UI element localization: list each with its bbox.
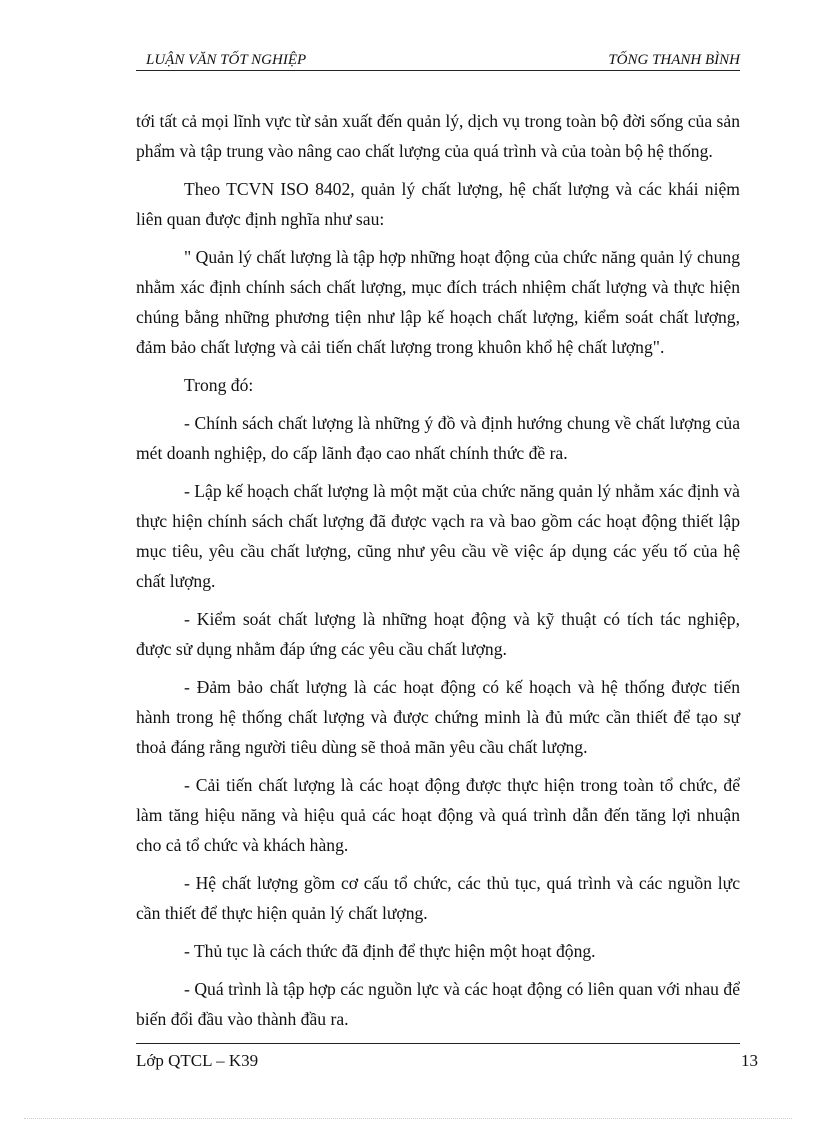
page-footer: [136, 1051, 758, 1075]
header-author-name: TỐNG THANH BÌNH: [608, 52, 740, 68]
list-item: - Hệ chất lượng gồm cơ cấu tổ chức, các thủ tục, quá trình và các nguồn lực cần thiết để thực hiện quản lý chất lượng.: [136, 873, 740, 923]
paragraph: tới tất cả mọi lĩnh vực từ sản xuất đến quản lý, dịch vụ trong toàn bộ đời sống của sản phẩm và tập trung vào nâng cao chất lượng của quá trình và của toàn bộ hệ thống.: [136, 111, 740, 161]
footer-divider: [136, 1043, 740, 1044]
page-number: 13: [741, 1051, 758, 1070]
list-item: - Thủ tục là cách thức đã định để thực hiện một hoạt động.: [184, 941, 596, 961]
list-item: - Lập kế hoạch chất lượng là một mặt của chức năng quản lý nhằm xác định và thực hiện chính sách chất lượng đã được vạch ra và bao gồm các hoạt động thiết lập mục tiêu, yêu cầu chất lượng, cũng như yêu cầu về việc áp dụng các yếu tố của hệ chất lượng.: [136, 481, 740, 591]
page-bottom-border: [24, 1118, 792, 1119]
paragraph: Trong đó:: [184, 375, 254, 395]
paragraph-quote: " Quản lý chất lượng là tập hợp những hoạt động của chức năng quản lý chung nhằm xác định chính sách chất lượng, mục đích trách nhiệm chất lượng và thực hiện chúng bằng những phương tiện như lập kế hoạch chất lượng, kiểm soát chất lượng, đảm bảo chất lượng và cải tiến chất lượng trong khuôn khổ hệ chất lượng".: [136, 247, 740, 357]
footer-class-label: Lớp QTCL – K39: [136, 1051, 259, 1070]
paragraph: Theo TCVN ISO 8402, quản lý chất lượng, hệ chất lượng và các khái niệm liên quan được định nghĩa như sau:: [136, 179, 740, 229]
list-item: - Cải tiến chất lượng là các hoạt động được thực hiện trong toàn tổ chức, để làm tăng hiệu năng và hiệu quả các hoạt động và quá trình dẫn đến tăng lợi nhuận cho cả tổ chức và khách hàng.: [136, 775, 740, 855]
list-item: - Quá trình là tập hợp các nguồn lực và các hoạt động có liên quan với nhau để biến đổi đầu vào thành đầu ra.: [136, 979, 740, 1029]
list-item: - Kiểm soát chất lượng là những hoạt động và kỹ thuật có tích tác nghiệp, được sử dụng nhằm đáp ứng các yêu cầu chất lượng.: [136, 609, 740, 659]
page-header: [136, 52, 740, 72]
header-thesis-title: LUẬN VĂN TỐT NGHIỆP: [146, 52, 307, 68]
header-divider: [136, 70, 740, 71]
body-text: [136, 106, 740, 1042]
list-item: - Chính sách chất lượng là những ý đồ và định hướng chung về chất lượng của mét doanh nghiệp, do cấp lãnh đạo cao nhất chính thức đề ra.: [136, 413, 740, 463]
list-item: - Đảm bảo chất lượng là các hoạt động có kế hoạch và hệ thống được tiến hành trong hệ thống chất lượng và được chứng minh là đủ mức cần thiết để tạo sự thoả đáng rằng người tiêu dùng sẽ thoả mãn yêu cầu chất lượng.: [136, 677, 740, 757]
